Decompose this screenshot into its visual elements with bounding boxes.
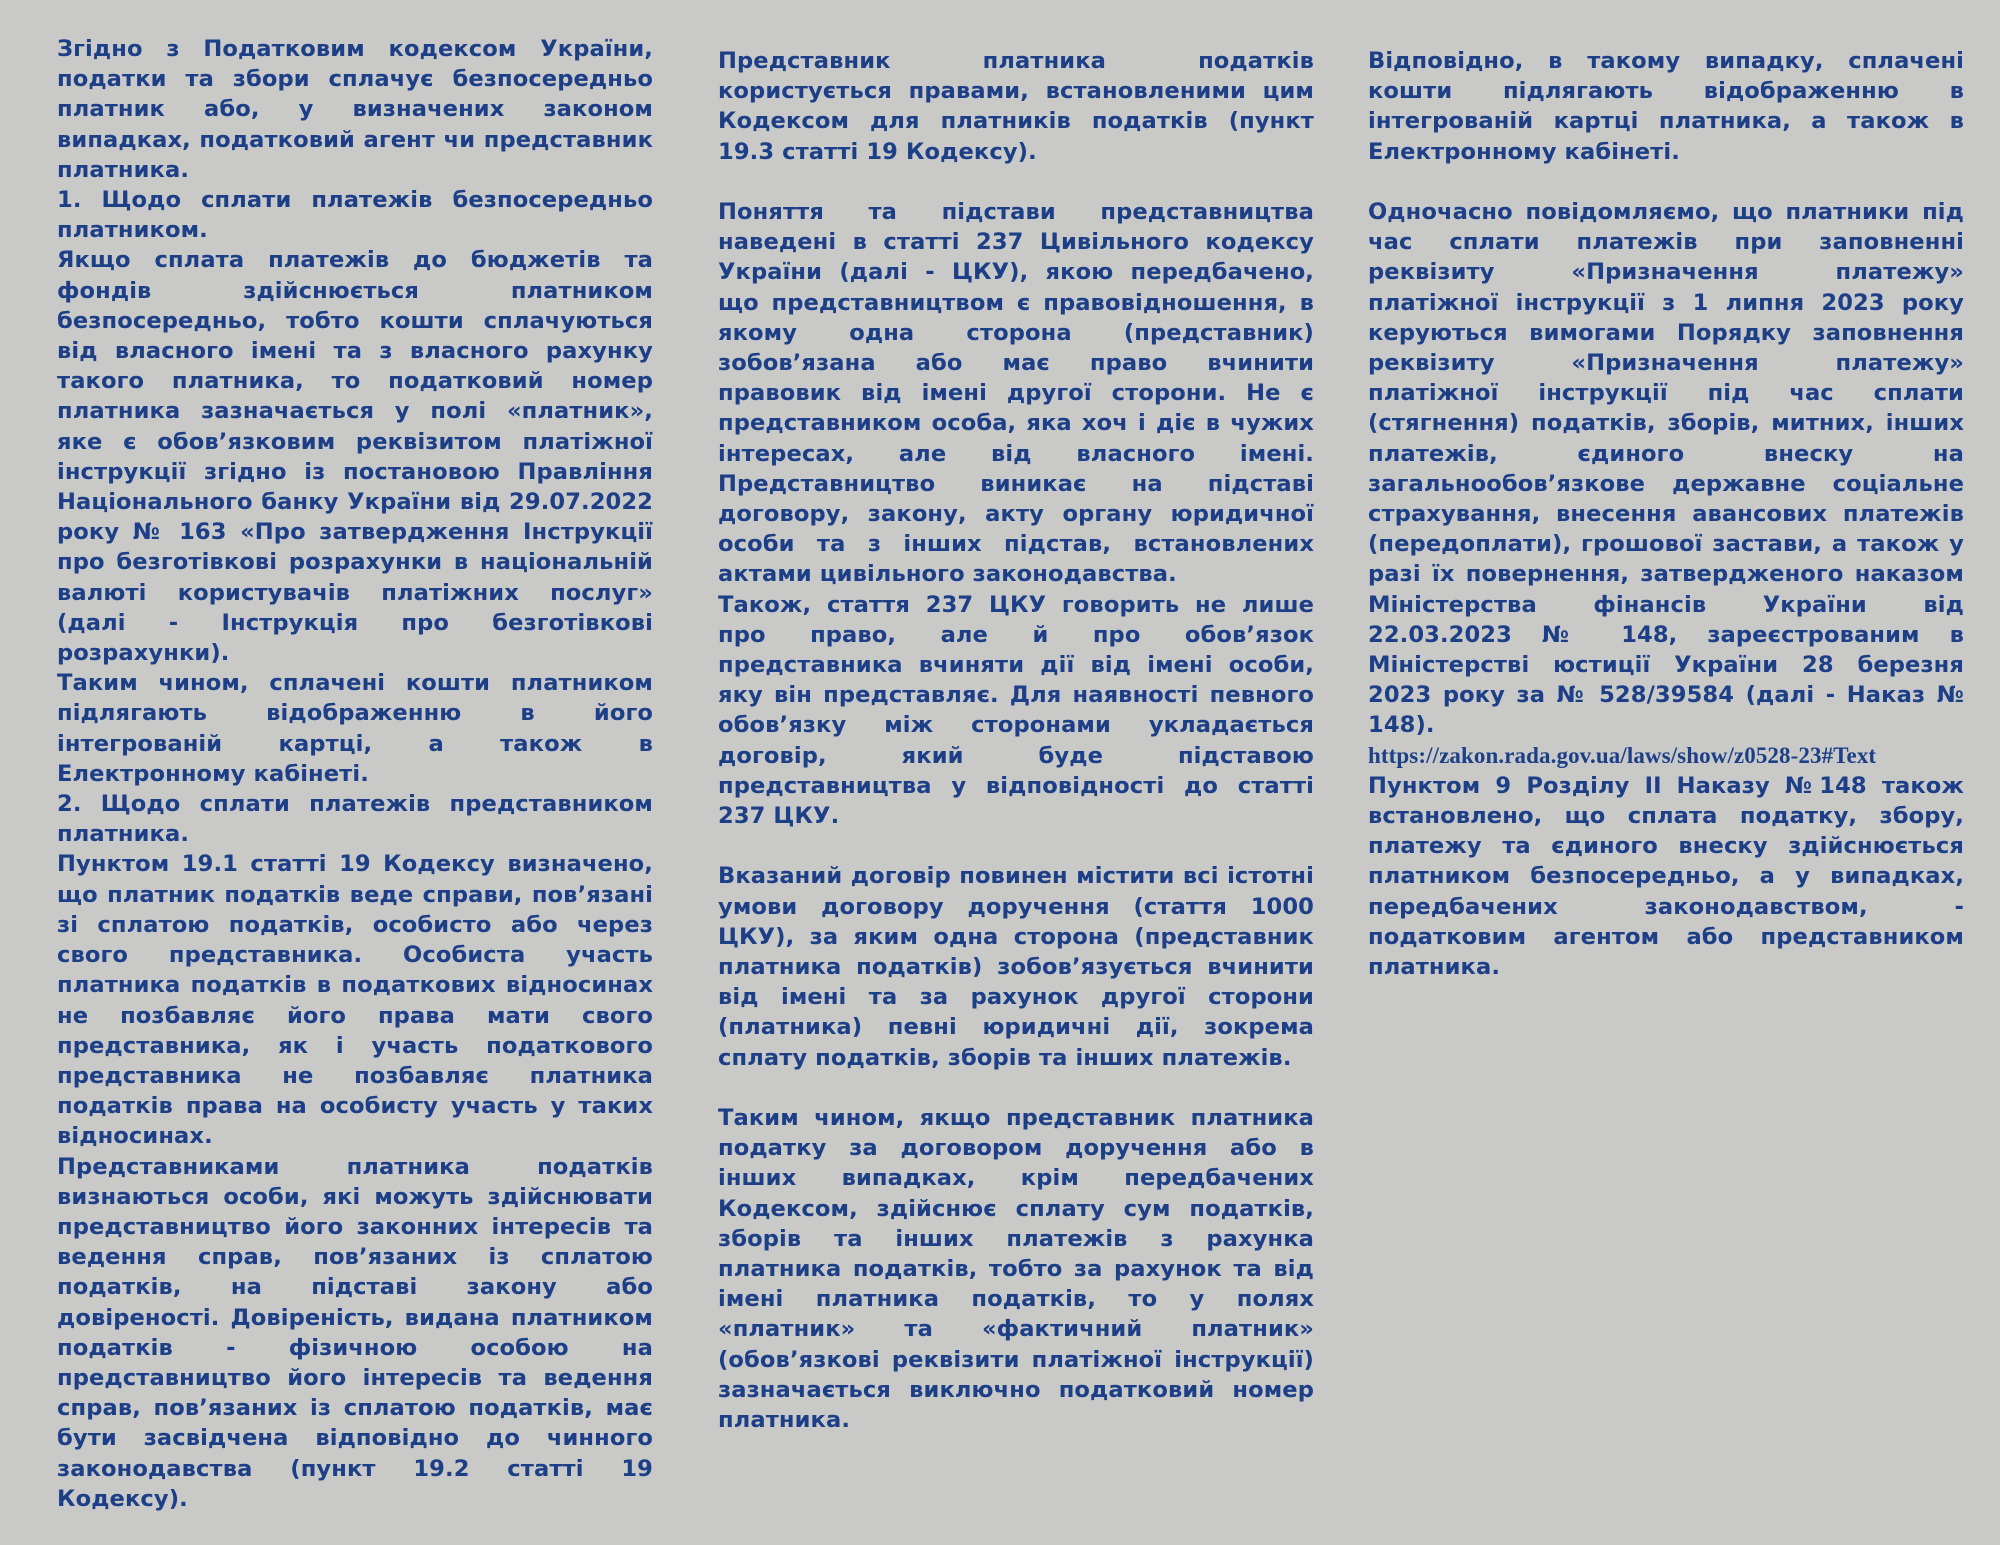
paragraph: Представниками платника податків визнаються особи, які можуть здійснювати представництво його законних інтересів та ведення справ, пов’язаних із сплатою податків, на підставі закону або довіреності. Довіреність, видана платником податків - фізичною особою на представництво його інтересів та ведення справ, пов’язаних із сплатою податків, має бути засвідчена відповідно до чинного законодавства (пункт 19.2 статті 19 Кодексу). (57, 1153, 653, 1512)
law-link[interactable]: https://zakon.rada.gov.ua/laws/show/z0528-23#Text (1368, 742, 1877, 768)
left-column (57, 34, 653, 1514)
paragraph-gap (718, 1073, 1314, 1103)
paragraph-gap (718, 831, 1314, 861)
paragraph: Таким чином, сплачені кошти платником підлягають відображенню в його інтегрованій картці, а також в Електронному кабінеті. (57, 670, 653, 787)
paragraph: Вказаний договір повинен містити всі істотні умови договору доручення (стаття 1000 ЦКУ), за яким одна сторона (представник платника податків) зобов’язується вчинити від імені та за рахунок другої сторони (платника) певні юридичні дії, зокрема сплату податків, зборів та інших платежів. (718, 863, 1314, 1071)
section-1-heading: 1. Щодо сплати платежів безпосередньо платником. (57, 187, 653, 244)
intro-paragraph: Згідно з Податковим кодексом України, податки та збори сплачує безпосередньо платник або, у визначених законом випадках, податковий агент чи представник платника. (57, 36, 653, 183)
paragraph: Таким чином, якщо представник платника податку за договором доручення або в інших випадках, крім передбачених Кодексом, здійснює сплату сум податків, зборів та інших платежів з рахунка платника податків, тобто за рахунок та від імені платника податків, то у полях «платник» та «фактичний платник» (обов’язкові реквізити платіжної інструкції) зазначається виключно податковий номер платника. (718, 1105, 1314, 1434)
paragraph: Представник платника податків користується правами, встановленими цим Кодексом для платників податків (пункт 19.3 статті 19 Кодексу). (718, 48, 1314, 165)
middle-column (718, 46, 1314, 1435)
paragraph: Відповідно, в такому випадку, сплачені кошти підлягають відображенню в інтегрованій картці платника, а також в Електронному кабінеті. (1368, 48, 1964, 165)
paragraph: Поняття та підстави представництва наведені в статті 237 Цивільного кодексу України (далі - ЦКУ), якою передбачено, що представництвом є правовідношення, в якому одна сторона (представник) зобов’язана або має право вчинити правовик від імені другої сторони. Не є представником особа, яка хоч і діє в чужих інтересах, але від власного імені. Представництво виникає на підставі договору, закону, акту органу юридичної особи та з інших підстав, встановлених актами цивільного законодавства. (718, 199, 1314, 588)
paragraph: Пунктом 19.1 статті 19 Кодексу визначено, що платник податків веде справи, пов’язані зі сплатою податків, особисто або через свого представника. Особиста участь платника податків в податкових відносинах не позбавляє його права мати свого представника, як і участь податкового представника не позбавляє платника податків права на особисту участь у таких відносинах. (57, 851, 653, 1150)
right-column (1368, 46, 1964, 982)
paragraph: Пунктом 9 Розділу ІІ Наказу №148 також встановлено, що сплата податку, збору, платежу та єдиного внеску здійснюється платником безпосередньо, а у випадках, передбачених законодавством, - податковим агентом або представником платника. (1368, 772, 1964, 981)
paragraph-gap (1368, 167, 1964, 197)
paragraph: Якщо сплата платежів до бюджетів та фондів здійснюється платником безпосередньо, тобто кошти сплачуються від власного імені та з власного рахунку такого платника, то податковий номер платника зазначається у полі «платник», яке є обов’язковим реквізитом платіжної інструкції згідно із постановою Правління Національного банку України від 29.07.2022 року № 163 «Про затвердження Інструкції про безготівкові розрахунки в національній валюті користувачів платіжних послуг» (далі - Інструкція про безготівкові розрахунки). (57, 247, 653, 667)
section-2-heading: 2. Щодо сплати платежів представником платника. (57, 791, 653, 848)
paragraph: Також, стаття 237 ЦКУ говорить не лише про право, але й про обов’язок представника вчиняти дії від імені особи, яку він представляє. Для наявності певного обов’язку між сторонами укладається договір, який буде підставою представництва у відповідності до статті 237 ЦКУ. (718, 591, 1314, 830)
paragraph-gap (718, 167, 1314, 197)
paragraph: Одночасно повідомляємо, що платники під час сплати платежів при заповненні реквізиту «Призначення платежу» платіжної інструкції з 1 липня 2023 року керуються вимогами Порядку заповнення реквізиту «Призначення платежу» платіжної інструкції під час сплати (стягнення) податків, зборів, митних, інших платежів, єдиного внеску на загальнообов’язкове державне соціальне страхування, внесення авансових платежів (передоплати), грошової застави, а також у разі їх повернення, затвердженого наказом Міністерства фінансів України від 22.03.2023 № 148, зареєстрованим в Міністерстві юстиції України 28 березня 2023 року за № 528/39584 (далі - Наказ № 148). (1368, 199, 1964, 739)
